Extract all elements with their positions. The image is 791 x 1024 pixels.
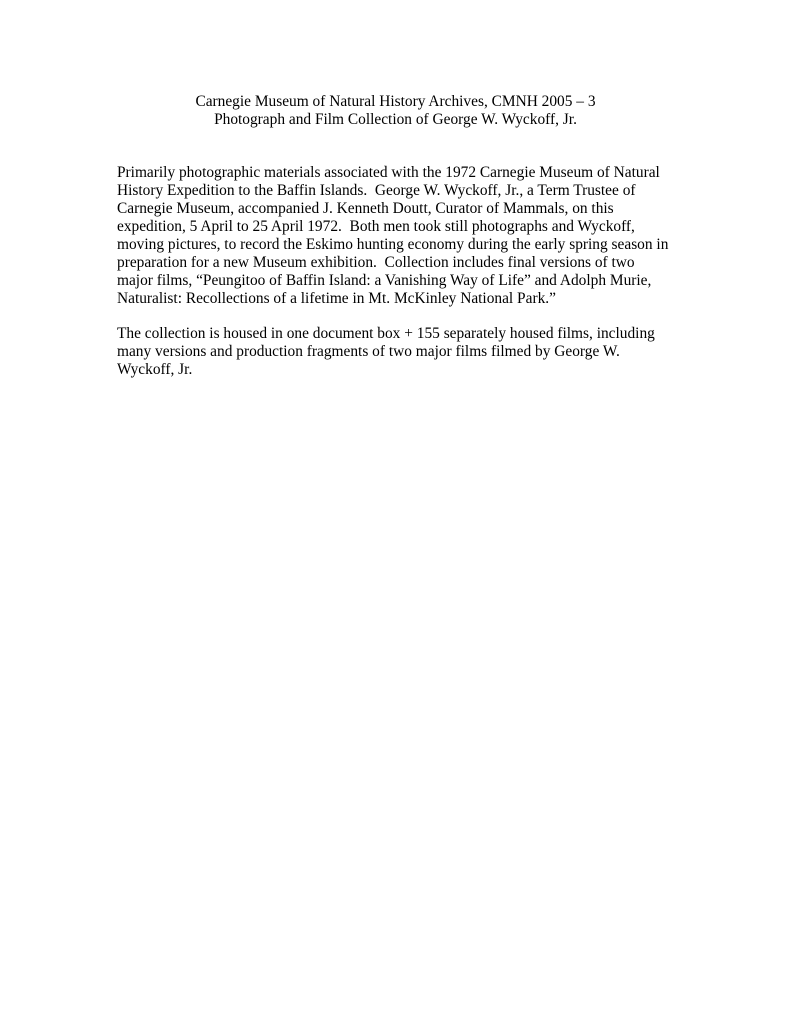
paragraph-line: Naturalist: Recollections of a lifetime in Mt. McKinley National Park.” [117,290,556,307]
paragraph-line: expedition, 5 April to 25 April 1972. Both men took still photographs and Wyckoff, [117,218,635,235]
heading-archive-title: Carnegie Museum of Natural History Archives, CMNH 2005 – 3 [195,93,596,110]
description-paragraph [117,164,697,308]
paragraph-line: Primarily photographic materials associated with the 1972 Carnegie Museum of Natural [117,164,660,181]
paragraph-line: preparation for a new Museum exhibition. Collection includes final versions of two [117,254,635,271]
paragraph-line: Carnegie Museum, accompanied J. Kenneth Doutt, Curator of Mammals, on this [117,200,614,217]
paragraph-line: moving pictures, to record the Eskimo hunting economy during the early spring season in [117,236,669,253]
heading-collection-title: Photograph and Film Collection of George W. Wyckoff, Jr. [214,111,577,128]
paragraph-line: Wyckoff, Jr. [117,361,193,378]
document-heading [0,93,791,129]
paragraph-line: The collection is housed in one document box + 155 separately housed films, including [117,325,655,342]
paragraph-line: major films, “Peungitoo of Baffin Island: a Vanishing Way of Life” and Adolph Murie, [117,272,652,289]
collection-extent-paragraph [117,325,697,379]
paragraph-line: many versions and production fragments of two major films filmed by George W. [117,343,620,360]
paragraph-line: History Expedition to the Baffin Islands. George W. Wyckoff, Jr., a Term Trustee of [117,182,636,199]
